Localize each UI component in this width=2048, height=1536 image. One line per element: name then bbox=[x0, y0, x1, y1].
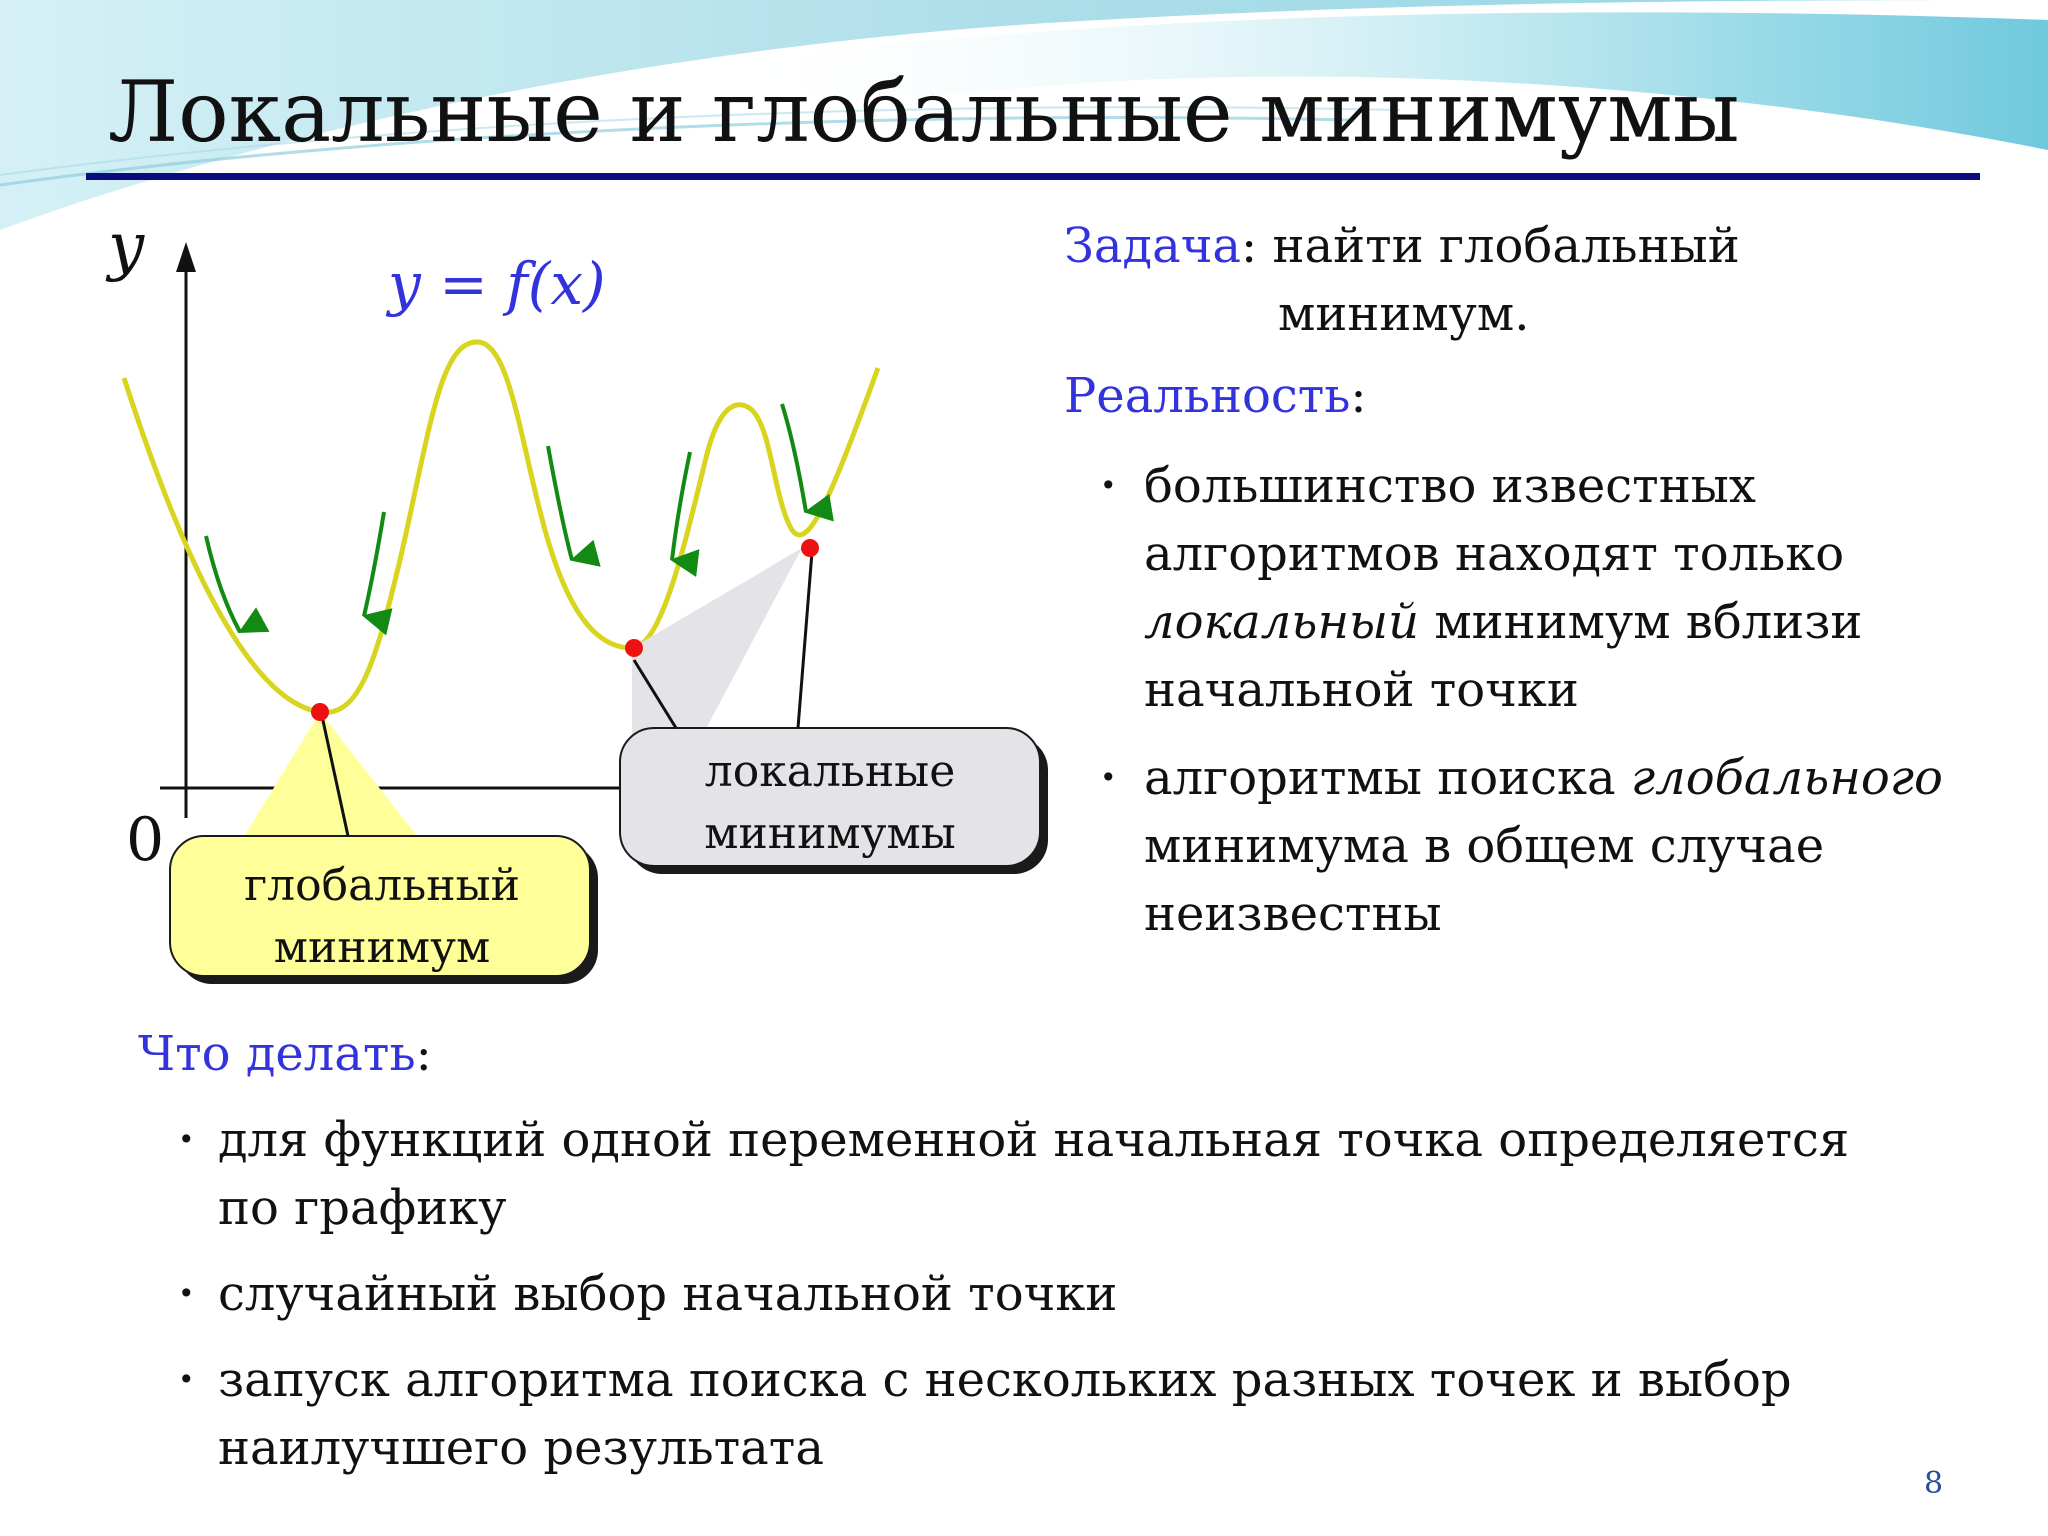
reality-bullet2-line1 bbox=[1144, 744, 1943, 812]
reality-bullet1-line3-rest: минимум вблизи bbox=[1419, 594, 1863, 650]
todo-item3-line1: запуск алгоритма поиска с нескольких разных точек и выбор bbox=[218, 1352, 1792, 1408]
global-callout-line2: минимум bbox=[273, 922, 491, 973]
todo-item1-line2: по графику bbox=[218, 1180, 507, 1236]
slide-title: Локальные и глобальные минимумы bbox=[108, 63, 1740, 161]
reality-bullet2-prefix: алгоритмы поиска bbox=[1144, 750, 1631, 806]
y-axis-label: y bbox=[108, 210, 145, 284]
reality-bullet1-line1: большинство известных bbox=[1144, 458, 1756, 514]
todo-item1-line1: для функций одной переменной начальная точка определяется bbox=[218, 1112, 1850, 1168]
local-minimum-point bbox=[625, 639, 643, 657]
local-callout-line1: локальные bbox=[704, 746, 956, 797]
todo-item2-line1: случайный выбор начальной точки bbox=[218, 1266, 1118, 1322]
reality-bullet1-line2: алгоритмов находят только bbox=[1144, 526, 1845, 582]
bullet-icon: • bbox=[178, 1277, 195, 1310]
origin-label: 0 bbox=[126, 805, 165, 875]
reality-bullet1-line3 bbox=[1144, 588, 1862, 656]
todo-colon: : bbox=[415, 1026, 432, 1082]
local-minimum-point bbox=[801, 539, 819, 557]
bullet-icon: • bbox=[178, 1363, 195, 1396]
todo-heading bbox=[138, 1020, 432, 1088]
descent-arrow bbox=[364, 512, 384, 616]
task-line2: минимум. bbox=[1278, 286, 1530, 342]
bullet-icon: • bbox=[1100, 761, 1117, 794]
descent-arrows bbox=[206, 404, 806, 632]
reality-bullet2-line3: неизвестны bbox=[1144, 886, 1442, 942]
reality-label: Реальность bbox=[1064, 368, 1351, 424]
descent-arrow bbox=[672, 452, 690, 560]
task-text: : найти глобальный bbox=[1241, 218, 1740, 274]
reality-bullet1-line4: начальной точки bbox=[1144, 662, 1579, 718]
y-axis-arrow-icon bbox=[176, 242, 196, 272]
reality-bullet2-italic: глобального bbox=[1630, 750, 1943, 806]
bullet-icon: • bbox=[178, 1123, 195, 1156]
reality-heading bbox=[1064, 362, 1367, 430]
bullet-icon: • bbox=[1100, 469, 1117, 502]
todo-label: Что делать bbox=[138, 1026, 416, 1082]
reality-bullet2-line2: минимума в общем случае bbox=[1144, 818, 1825, 874]
global-minimum-point bbox=[311, 703, 329, 721]
function-curve bbox=[124, 342, 878, 712]
descent-arrow bbox=[548, 446, 572, 560]
function-label: y = f(x) bbox=[388, 250, 606, 318]
task-line1 bbox=[1064, 212, 1740, 280]
reality-colon: : bbox=[1350, 368, 1367, 424]
slide-number: 8 bbox=[1924, 1466, 1944, 1501]
global-callout-line1: глобальный bbox=[244, 860, 520, 911]
todo-item3-line2: наилучшего результата bbox=[218, 1420, 824, 1476]
reality-bullet1-italic: локальный bbox=[1144, 594, 1420, 650]
descent-arrow bbox=[782, 404, 806, 512]
local-callout-line2: минимумы bbox=[704, 808, 956, 859]
task-label: Задача bbox=[1064, 218, 1242, 274]
